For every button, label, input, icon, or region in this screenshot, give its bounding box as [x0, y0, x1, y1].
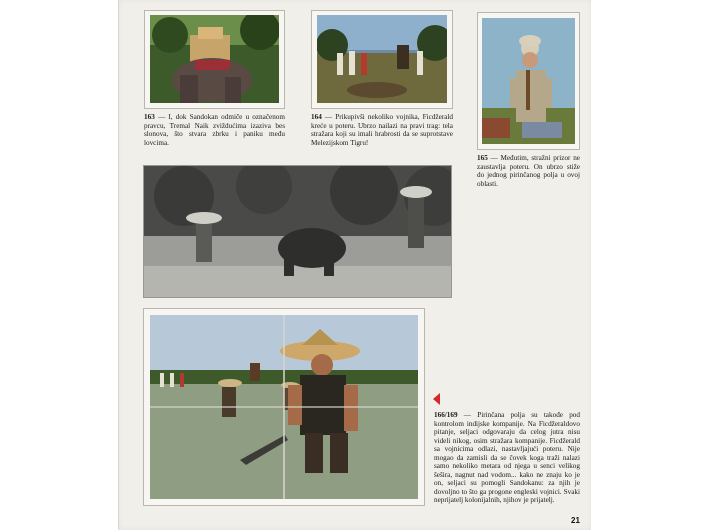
- sandokan-rice-field-photo: [150, 315, 418, 499]
- rice-field-bw-photo: [143, 165, 452, 298]
- officer-photo: [482, 18, 575, 144]
- sticker-slot-165: [477, 12, 580, 150]
- elephant-photo: [150, 15, 279, 103]
- caption-164: 164 — Prikupivši nekoliko vojnika, Ficdžerald kreće u poteru. Ubrzo nailazi na pravi trag: tela stražara koji su imali hrabrosti da se suprotstave Melezijskom Tigru!: [311, 113, 453, 147]
- soldiers-photo: [317, 15, 447, 103]
- red-triangle-marker: [433, 393, 440, 405]
- sticker-slot-166-169: [143, 308, 425, 506]
- caption-166-169: 166/169 — Pirinčana polja su takođe pod kontrolom indijske kompanije. Na Ficdžeraldovo pitanje, seljaci odgovaraju da celog jutra nisu videli nikog, osim stražara kompanije. Ficdžerald sa vojnicima odlazi, nastavljajući poteru. Nije mogao da zamisli da se čovek koga traži nalazi samo nekoliko metara od njega u senci velikog šešira, nagnut nad vodom... kako ne znaju ko je on, seljaci su pomogli Sandokanu: za njih je dovoljno to što ga progone engleski vojnici. Svaki neprijatelj kolonijalnih, njihov je prijatelj.: [434, 411, 580, 504]
- album-page: [118, 0, 591, 530]
- caption-165: 165 — Međutim, stražni prizor ne zaustavlja poteru. On ubrzo stiže do jednog pirinčanog polja u ovoj oblasti.: [477, 154, 580, 188]
- sticker-slot-164: [311, 10, 453, 109]
- page-number: 21: [571, 516, 580, 525]
- caption-163: 163 — I, dok Sandokan odmiče u označenom pravcu, Tremal Naik zviždućima izaziva bes slonova, što stvara zbrku i paniku među lovcima.: [144, 113, 285, 147]
- sticker-slot-163: [144, 10, 285, 109]
